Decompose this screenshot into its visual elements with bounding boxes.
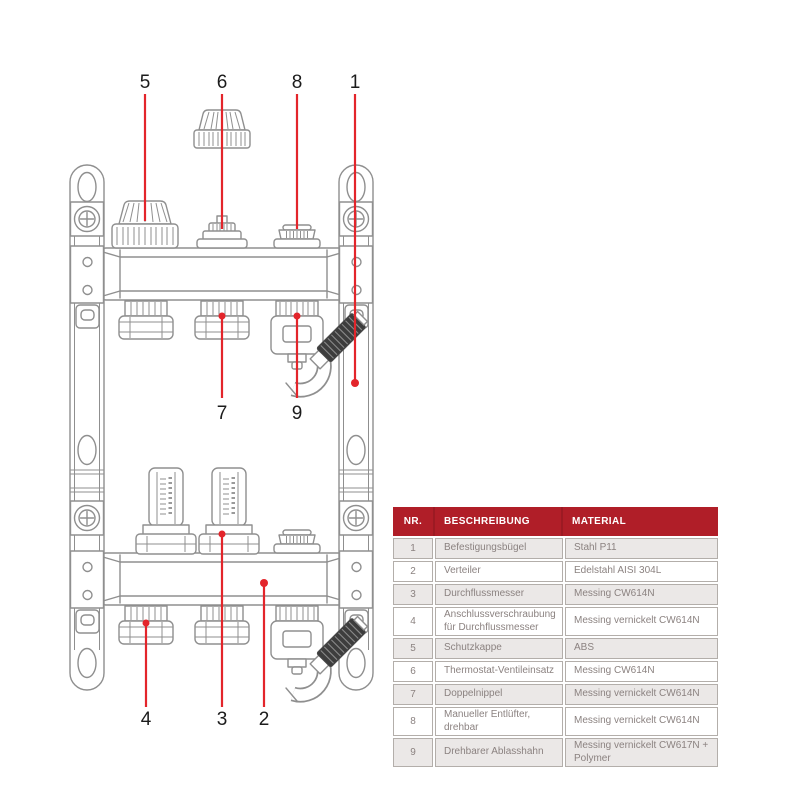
callout-label-6: 6 <box>216 72 228 93</box>
flow-meter-2 <box>199 468 259 554</box>
table-row <box>393 661 718 682</box>
callout-label-4: 4 <box>140 709 152 730</box>
cell-material: Messing vernickelt CW617N + Polymer <box>565 738 718 767</box>
cell-nr: 8 <box>393 707 433 736</box>
callout-label-7: 7 <box>216 403 228 424</box>
manifold-bar-bottom <box>100 553 347 605</box>
cell-description: Thermostat-Ventileinsatz <box>435 661 563 682</box>
cell-material: Messing CW614N <box>565 661 718 682</box>
col-header-material: MATERIAL <box>561 507 718 536</box>
cell-description: Drehbarer Ablasshahn <box>435 738 563 767</box>
table-row <box>393 538 718 559</box>
cell-material: Stahl P11 <box>565 538 718 559</box>
parts-table <box>393 507 718 767</box>
table-row <box>393 707 718 736</box>
table-row <box>393 607 718 636</box>
cell-nr: 4 <box>393 607 433 636</box>
table-row <box>393 738 718 767</box>
table-row <box>393 561 718 582</box>
cell-description: Anschlussverschraubung für Durchflussmesser <box>435 607 563 636</box>
cell-material: Messing vernickelt CW614N <box>565 684 718 705</box>
flow-meter-1 <box>136 468 196 554</box>
cell-nr: 6 <box>393 661 433 682</box>
cell-nr: 1 <box>393 538 433 559</box>
cell-description: Schutzkappe <box>435 638 563 659</box>
double-nipple-1 <box>119 301 173 339</box>
cell-material: Messing vernickelt CW614N <box>565 607 718 636</box>
cell-nr: 9 <box>393 738 433 767</box>
cell-material: Edelstahl AISI 304L <box>565 561 718 582</box>
table-row <box>393 684 718 705</box>
cell-nr: 7 <box>393 684 433 705</box>
callout-label-9: 9 <box>291 403 303 424</box>
manifold-bar-top <box>100 248 347 300</box>
cell-description: Verteiler <box>435 561 563 582</box>
parts-table-header <box>393 507 718 536</box>
callout-label-5: 5 <box>139 72 151 93</box>
cell-description: Durchflussmesser <box>435 584 563 605</box>
cell-material: Messing vernickelt CW614N <box>565 707 718 736</box>
mounting-bracket-left <box>70 165 104 690</box>
col-header-nr: NR. <box>403 516 423 527</box>
callout-label-8: 8 <box>291 72 303 93</box>
table-row <box>393 638 718 659</box>
callout-label-1: 1 <box>349 72 361 93</box>
callout-6 <box>217 72 228 229</box>
col-header-description: BESCHREIBUNG <box>433 507 561 536</box>
callout-8 <box>292 72 303 229</box>
cell-description: Befestigungsbügel <box>435 538 563 559</box>
callout-5 <box>140 72 151 221</box>
cell-nr: 5 <box>393 638 433 659</box>
cell-nr: 2 <box>393 561 433 582</box>
cell-nr: 3 <box>393 584 433 605</box>
table-row <box>393 584 718 605</box>
callout-label-3: 3 <box>216 709 228 730</box>
manual-vent-bottom <box>274 530 320 553</box>
cell-description: Doppelnippel <box>435 684 563 705</box>
cell-material: ABS <box>565 638 718 659</box>
cell-material: Messing CW614N <box>565 584 718 605</box>
callout-label-2: 2 <box>258 709 270 730</box>
cell-description: Manueller Entlüfter, drehbar <box>435 707 563 736</box>
